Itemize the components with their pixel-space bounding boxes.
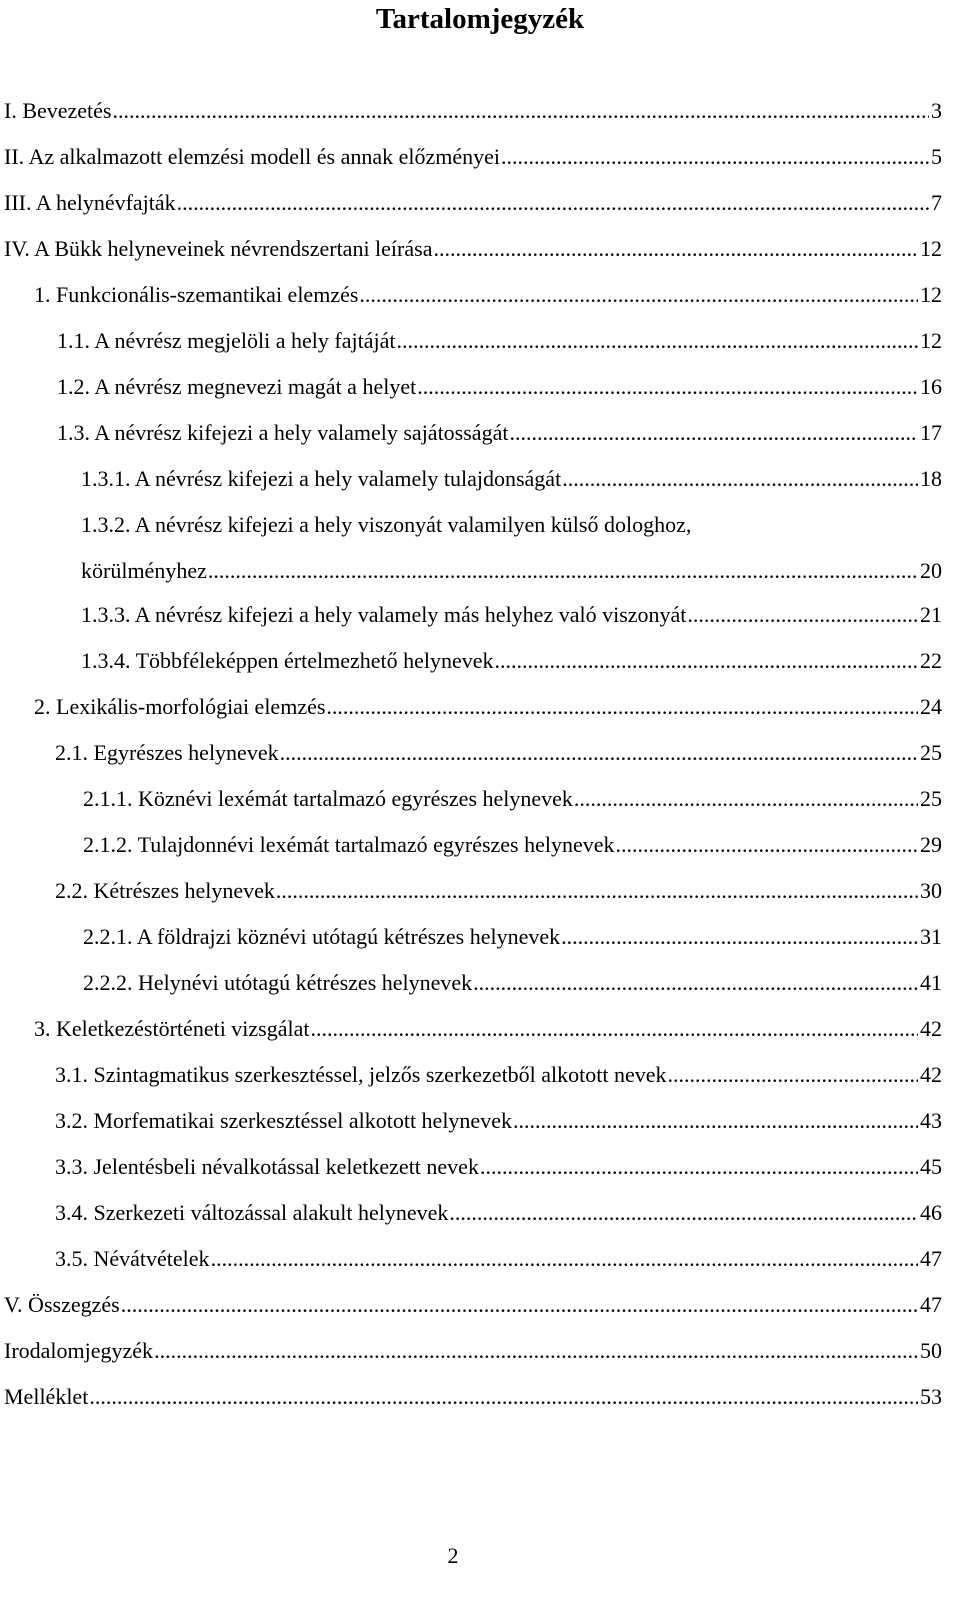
- toc-entry-page: 50: [920, 1338, 942, 1363]
- toc-entry-label: Irodalomjegyzék: [4, 1338, 154, 1363]
- dot-leader: [208, 548, 918, 594]
- dot-leader: [396, 318, 918, 364]
- toc-entry-label: 3.3. Jelentésbeli névalkotással keletkezett nevek: [55, 1154, 479, 1179]
- toc-entry-melleklet[interactable]: [4, 1374, 942, 1420]
- page-title: Tartalomjegyzék: [375, 3, 585, 35]
- toc-entry-page: 20: [920, 558, 942, 583]
- toc-entry-page: 24: [920, 694, 942, 719]
- dot-leader: [561, 914, 918, 960]
- toc-entry-page: 42: [920, 1062, 942, 1087]
- toc-entry-label: 3.5. Névátvételek: [55, 1246, 210, 1271]
- dot-leader: [668, 1052, 918, 1098]
- toc-entry-page: 12: [920, 328, 942, 353]
- dot-leader: [359, 272, 918, 318]
- toc-entry-page: 18: [920, 466, 942, 491]
- toc-entry-page: 43: [920, 1108, 942, 1133]
- toc-entry-1-3-3[interactable]: [4, 592, 942, 638]
- toc-entry-label: 1.3.1. A névrész kifejezi a hely valamely tulajdonságát: [81, 466, 562, 491]
- toc-entry-page: 53: [920, 1384, 942, 1409]
- toc-entry-label: 2.2. Kétrészes helynevek: [55, 878, 275, 903]
- toc-entry-label: 3.1. Szintagmatikus szerkesztéssel, jelzős szerkezetből alkotott nevek: [55, 1062, 667, 1087]
- toc-entry-page: 42: [920, 1016, 942, 1041]
- toc-entry-label: 1.3.2. A névrész kifejezi a hely viszonyát valamilyen külső dologhoz,: [81, 512, 692, 537]
- toc-entry-1-3-4[interactable]: [4, 638, 942, 684]
- dot-leader: [473, 960, 918, 1006]
- dot-leader: [113, 88, 930, 134]
- toc-entry-label: I. Bevezetés: [4, 98, 112, 123]
- dot-leader: [480, 1144, 918, 1190]
- dot-leader: [509, 410, 918, 456]
- dot-leader: [311, 1006, 919, 1052]
- toc-entry-3-1[interactable]: [4, 1052, 942, 1098]
- toc-entry-label: 3.2. Morfematikai szerkesztéssel alkotott helynevek: [55, 1108, 512, 1133]
- toc-entry-page: 17: [920, 420, 942, 445]
- toc-entry-osszegzes[interactable]: [4, 1282, 942, 1328]
- toc-entry-irodalomjegyzek[interactable]: [4, 1328, 942, 1374]
- toc-entry-label: 3. Keletkezéstörténeti vizsgálat: [34, 1016, 310, 1041]
- toc-entry-3[interactable]: [4, 1006, 942, 1052]
- toc-entry-2[interactable]: [4, 684, 942, 730]
- toc-entry-2-1-2[interactable]: [4, 822, 942, 868]
- table-of-contents: [4, 88, 942, 1420]
- toc-entry-2-1-1[interactable]: [4, 776, 942, 822]
- toc-entry-page: 41: [920, 970, 942, 995]
- toc-entry-page: 3: [931, 98, 942, 123]
- toc-entry-page: 21: [920, 602, 942, 627]
- page-number: 2: [447, 1543, 459, 1568]
- dot-leader: [211, 1236, 918, 1282]
- toc-entry-2-2[interactable]: [4, 868, 942, 914]
- toc-entry-label: II. Az alkalmazott elemzési modell és annak előzményei: [4, 144, 501, 169]
- toc-entry-page: 12: [920, 282, 942, 307]
- toc-entry-1-2[interactable]: [4, 364, 942, 410]
- toc-entry-1-3[interactable]: [4, 410, 942, 456]
- dot-leader: [121, 1282, 918, 1328]
- toc-entry-label: 1.2. A névrész megnevezi magát a helyet: [57, 374, 417, 399]
- dot-leader: [276, 868, 918, 914]
- toc-entry-label-continuation: körülményhez: [81, 558, 207, 583]
- toc-entry-label: V. Összegzés: [4, 1292, 120, 1317]
- dot-leader: [417, 364, 918, 410]
- toc-entry-label: 1.3. A névrész kifejezi a hely valamely sajátosságát: [57, 420, 509, 445]
- toc-entry-page: 7: [931, 190, 942, 215]
- toc-entry-3-5[interactable]: [4, 1236, 942, 1282]
- toc-entry-1[interactable]: [4, 272, 942, 318]
- toc-entry-bukk-helynevek[interactable]: [4, 226, 942, 272]
- dot-leader: [562, 456, 918, 502]
- toc-entry-2-2-2[interactable]: [4, 960, 942, 1006]
- toc-entry-label: Melléklet: [4, 1384, 89, 1409]
- toc-entry-label: 1.1. A névrész megjelöli a hely fajtáját: [57, 328, 396, 353]
- dot-leader: [687, 592, 918, 638]
- toc-entry-page: 16: [920, 374, 942, 399]
- dot-leader: [154, 1328, 918, 1374]
- toc-entry-page: 46: [920, 1200, 942, 1225]
- toc-entry-label: 2.2.2. Helynévi utótagú kétrészes helynevek: [83, 970, 473, 995]
- toc-entry-page: 47: [920, 1292, 942, 1317]
- toc-entry-label: 1.3.4. Többféleképpen értelmezhető helynevek: [81, 648, 494, 673]
- dot-leader: [433, 226, 918, 272]
- toc-entry-label: III. A helynévfajták: [4, 190, 176, 215]
- toc-entry-page: 31: [920, 924, 942, 949]
- toc-entry-1-3-2[interactable]: [4, 502, 942, 548]
- toc-entry-page: 30: [920, 878, 942, 903]
- toc-entry-label: 1. Funkcionális-szemantikai elemzés: [34, 282, 359, 307]
- toc-entry-page: 45: [920, 1154, 942, 1179]
- toc-entry-page: 22: [920, 648, 942, 673]
- dot-leader: [449, 1190, 918, 1236]
- dot-leader: [177, 180, 929, 226]
- toc-entry-2-1[interactable]: [4, 730, 942, 776]
- toc-entry-label: 2. Lexikális-morfológiai elemzés: [34, 694, 326, 719]
- dot-leader: [616, 822, 918, 868]
- toc-entry-label: 2.1. Egyrészes helynevek: [55, 740, 279, 765]
- toc-entry-3-3[interactable]: [4, 1144, 942, 1190]
- toc-entry-elemzesi-modell[interactable]: [4, 134, 942, 180]
- toc-entry-label: 2.1.2. Tulajdonnévi lexémát tartalmazó egyrészes helynevek: [83, 832, 615, 857]
- toc-entry-helynevfajtak[interactable]: [4, 180, 942, 226]
- toc-entry-1-1[interactable]: [4, 318, 942, 364]
- dot-leader: [89, 1374, 918, 1420]
- dot-leader: [513, 1098, 918, 1144]
- dot-leader: [495, 638, 918, 684]
- toc-entry-page: 12: [920, 236, 942, 261]
- toc-entry-label: 1.3.3. A névrész kifejezi a hely valamely más helyhez való viszonyát: [81, 602, 687, 627]
- toc-entry-bevezetes[interactable]: [4, 88, 942, 134]
- toc-entry-page: 25: [920, 786, 942, 811]
- toc-entry-1-3-1[interactable]: [4, 456, 942, 502]
- toc-entry-page: 5: [931, 144, 942, 169]
- toc-entry-label: 2.1.1. Köznévi lexémát tartalmazó egyrészes helynevek: [83, 786, 573, 811]
- toc-entry-page: 47: [920, 1246, 942, 1271]
- dot-leader: [574, 776, 918, 822]
- toc-entry-label: IV. A Bükk helyneveinek névrendszertani leírása: [4, 236, 433, 261]
- toc-entry-1-3-2-continuation[interactable]: [4, 548, 942, 592]
- toc-entry-label: 3.4. Szerkezeti változással alakult helynevek: [55, 1200, 449, 1225]
- toc-entry-page: 25: [920, 740, 942, 765]
- dot-leader: [280, 730, 918, 776]
- dot-leader: [501, 134, 929, 180]
- toc-entry-3-4[interactable]: [4, 1190, 942, 1236]
- toc-entry-2-2-1[interactable]: [4, 914, 942, 960]
- toc-entry-label: 2.2.1. A földrajzi köznévi utótagú kétrészes helynevek: [83, 924, 561, 949]
- toc-entry-page: 29: [920, 832, 942, 857]
- toc-entry-3-2[interactable]: [4, 1098, 942, 1144]
- dot-leader: [326, 684, 918, 730]
